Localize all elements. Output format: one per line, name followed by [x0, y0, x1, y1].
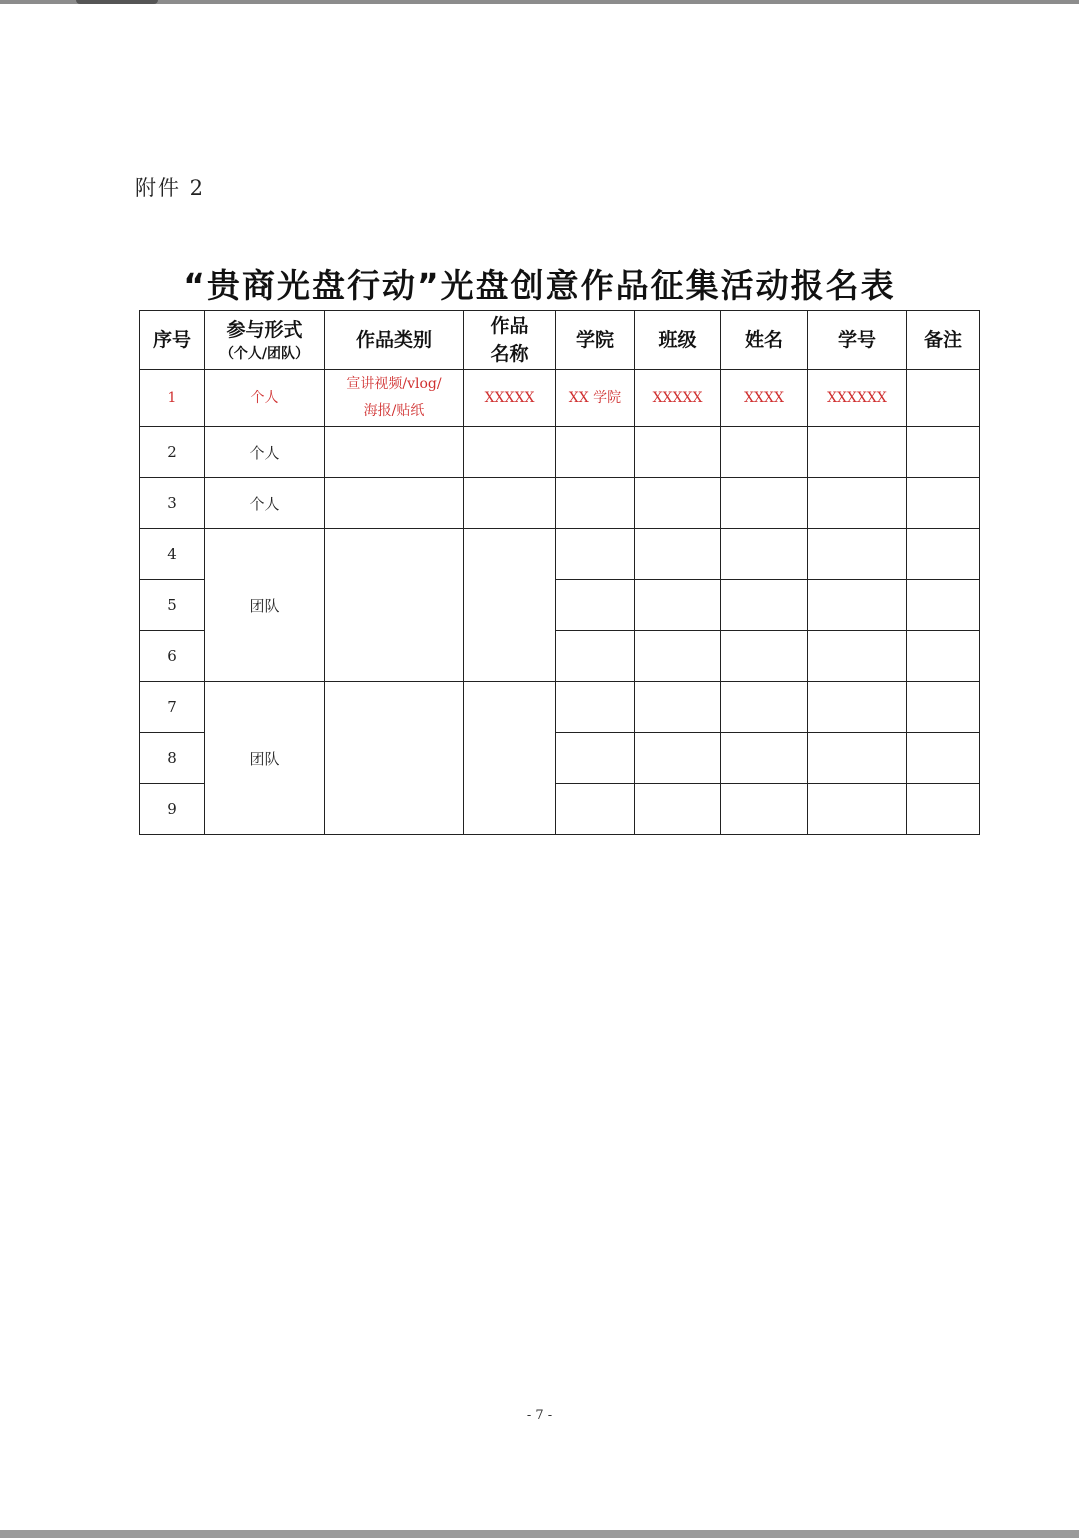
sample-category — [325, 370, 464, 427]
table-row — [140, 478, 980, 529]
row-class — [635, 631, 721, 682]
row-college — [556, 784, 635, 835]
team-form: 团队 — [205, 682, 325, 835]
row-class — [635, 427, 721, 478]
sample-row — [140, 370, 980, 427]
row-name — [721, 631, 808, 682]
row-class — [635, 682, 721, 733]
row-class — [635, 733, 721, 784]
row-seq: 4 — [140, 529, 205, 580]
sample-college: XX 学院 — [556, 370, 635, 427]
row-remarks — [907, 631, 980, 682]
attachment-label: 附件 2 — [135, 176, 206, 200]
top-tab — [76, 0, 158, 4]
row-seq: 3 — [140, 478, 205, 529]
row-category — [325, 427, 464, 478]
row-seq: 7 — [140, 682, 205, 733]
page-number: - 7 - — [526, 1408, 553, 1423]
row-name — [721, 529, 808, 580]
top-border — [0, 0, 1079, 4]
header-work-name-line2: 名称 — [490, 343, 529, 365]
header-form-line1: 参与形式 — [226, 319, 303, 341]
row-remarks — [907, 529, 980, 580]
header-name: 姓名 — [721, 311, 808, 370]
row-work-name — [464, 478, 556, 529]
row-college — [556, 478, 635, 529]
row-category — [325, 478, 464, 529]
row-remarks — [907, 733, 980, 784]
row-seq: 9 — [140, 784, 205, 835]
header-category: 作品类别 — [325, 311, 464, 370]
row-student-id — [808, 478, 907, 529]
row-remarks — [907, 580, 980, 631]
row-college — [556, 427, 635, 478]
header-remarks: 备注 — [907, 311, 980, 370]
header-class: 班级 — [635, 311, 721, 370]
row-name — [721, 733, 808, 784]
row-remarks — [907, 784, 980, 835]
header-form — [205, 311, 325, 370]
row-seq: 8 — [140, 733, 205, 784]
header-college: 学院 — [556, 311, 635, 370]
row-student-id — [808, 733, 907, 784]
row-work-name — [464, 427, 556, 478]
sample-name: XXXX — [721, 370, 808, 427]
row-name — [721, 580, 808, 631]
sample-category-line2: 海报/贴纸 — [363, 403, 425, 419]
row-student-id — [808, 529, 907, 580]
registration-table — [139, 310, 980, 835]
row-student-id — [808, 631, 907, 682]
team-category — [325, 529, 464, 682]
row-name — [721, 427, 808, 478]
row-college — [556, 682, 635, 733]
sample-remarks — [907, 370, 980, 427]
sample-seq: 1 — [140, 370, 205, 427]
row-college — [556, 733, 635, 784]
row-remarks — [907, 427, 980, 478]
bottom-border — [0, 1530, 1079, 1538]
header-work-name — [464, 311, 556, 370]
row-name — [721, 682, 808, 733]
row-class — [635, 580, 721, 631]
row-student-id — [808, 580, 907, 631]
row-student-id — [808, 784, 907, 835]
sample-class: XXXXX — [635, 370, 721, 427]
header-student-id: 学号 — [808, 311, 907, 370]
row-form: 个人 — [205, 478, 325, 529]
table-row — [140, 529, 980, 580]
team-work-name — [464, 529, 556, 682]
header-row — [140, 311, 980, 370]
row-remarks — [907, 682, 980, 733]
row-college — [556, 631, 635, 682]
team-form: 团队 — [205, 529, 325, 682]
row-student-id — [808, 427, 907, 478]
row-seq: 2 — [140, 427, 205, 478]
sample-student-id: XXXXXX — [808, 370, 907, 427]
row-class — [635, 529, 721, 580]
team-category — [325, 682, 464, 835]
table-row — [140, 427, 980, 478]
team-work-name — [464, 682, 556, 835]
header-work-name-line1: 作品 — [490, 315, 529, 337]
row-seq: 5 — [140, 580, 205, 631]
document-title: “贵商光盘行动”光盘创意作品征集活动报名表 — [183, 266, 896, 305]
row-seq: 6 — [140, 631, 205, 682]
sample-form: 个人 — [205, 370, 325, 427]
row-name — [721, 784, 808, 835]
sample-work-name: XXXXX — [464, 370, 556, 427]
header-seq: 序号 — [140, 311, 205, 370]
row-college — [556, 529, 635, 580]
row-remarks — [907, 478, 980, 529]
row-class — [635, 784, 721, 835]
row-class — [635, 478, 721, 529]
sample-category-line1: 宣讲视频/vlog/ — [346, 376, 442, 392]
table-row — [140, 682, 980, 733]
row-form: 个人 — [205, 427, 325, 478]
header-form-line2: （个人/团队） — [219, 346, 310, 362]
row-student-id — [808, 682, 907, 733]
row-college — [556, 580, 635, 631]
row-name — [721, 478, 808, 529]
